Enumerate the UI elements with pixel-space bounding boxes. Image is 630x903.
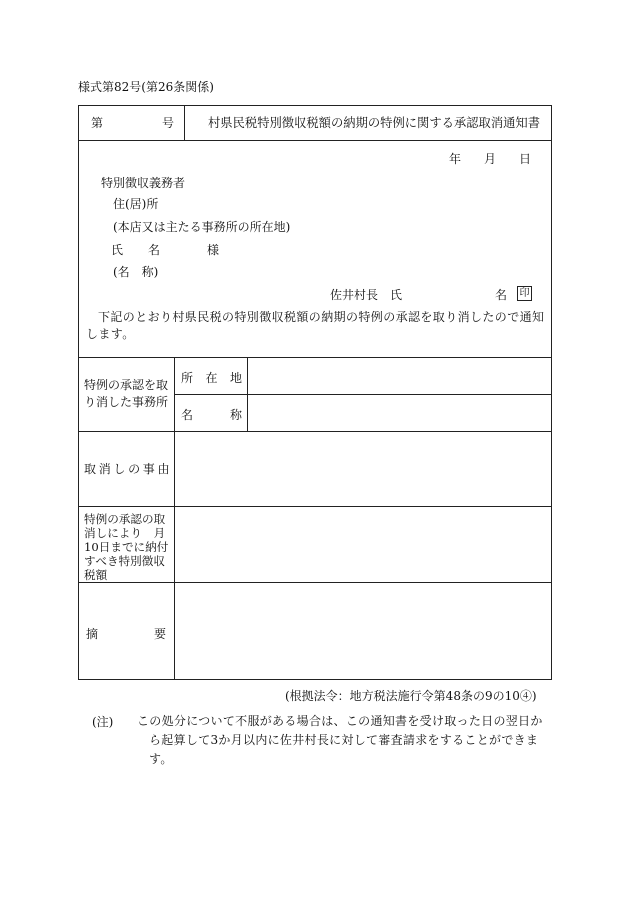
name-label-second: 名 bbox=[148, 243, 161, 257]
office-row-split bbox=[174, 394, 552, 395]
appeal-note: この処分について不服がある場合は、この通知書を受け取った日の翌日から起算して3か月以内に佐井村長に対して審査請求をすることができます。 bbox=[137, 714, 543, 766]
company-name-label: (名 称) bbox=[113, 265, 159, 279]
address-note: (本店又は主たる事務所の所在地) bbox=[113, 220, 291, 234]
remarks-char-1: 摘 bbox=[86, 627, 99, 641]
location-char-3: 地 bbox=[229, 371, 242, 385]
honorific-sama: 様 bbox=[207, 243, 220, 257]
note-label: (注) bbox=[92, 715, 114, 729]
header-column-divider bbox=[184, 105, 185, 140]
date-year: 年 bbox=[449, 152, 462, 166]
remarks-label bbox=[86, 625, 166, 642]
location-label bbox=[181, 369, 242, 386]
document-title: 村県民税特別徴収税額の納期の特例に関する承認取消通知書 bbox=[208, 116, 541, 130]
remarks-char-2: 要 bbox=[153, 627, 166, 641]
date-month: 月 bbox=[484, 152, 497, 166]
name-label-first: 氏 bbox=[111, 243, 124, 257]
address-label: 住(居)所 bbox=[113, 197, 159, 211]
official-seal-box: 印 bbox=[517, 286, 532, 301]
office-label: 特例の承認を取り消した事務所 bbox=[84, 378, 169, 409]
office-name-char-1: 名 bbox=[181, 408, 194, 422]
location-char-1: 所 bbox=[181, 371, 194, 385]
location-char-2: 在 bbox=[205, 371, 218, 385]
date-day: 日 bbox=[519, 152, 532, 166]
form-number: 様式第82号(第26条関係) bbox=[78, 80, 214, 94]
amount-label: 特例の承認の取消しにより 月10日までに納付すべき特別徴収税額 bbox=[84, 512, 169, 582]
row-divider-3 bbox=[78, 582, 552, 583]
withholder-label: 特別徴収義務者 bbox=[101, 176, 186, 190]
reason-label: 取消しの事由 bbox=[84, 462, 173, 476]
header-divider bbox=[78, 140, 552, 141]
row-divider-1 bbox=[78, 431, 552, 432]
row-divider-2 bbox=[78, 506, 552, 507]
office-name-char-2: 称 bbox=[229, 408, 242, 422]
notice-body-text: 下記のとおり村県民税の特別徴収税額の納期の特例の承認を取り消したので通知します。 bbox=[86, 310, 545, 341]
label-column-divider bbox=[174, 357, 175, 680]
mayor-name-label: 佐井村長 氏 bbox=[330, 288, 403, 302]
legal-basis: (根拠法令：地方税法施行令第48条の9の10④) bbox=[285, 689, 537, 703]
document-number-prefix: 第 bbox=[91, 116, 104, 130]
office-name-label bbox=[181, 406, 242, 423]
section-divider bbox=[78, 357, 552, 358]
document-number-suffix: 号 bbox=[162, 116, 175, 130]
mayor-name-suffix: 名 bbox=[495, 288, 508, 302]
